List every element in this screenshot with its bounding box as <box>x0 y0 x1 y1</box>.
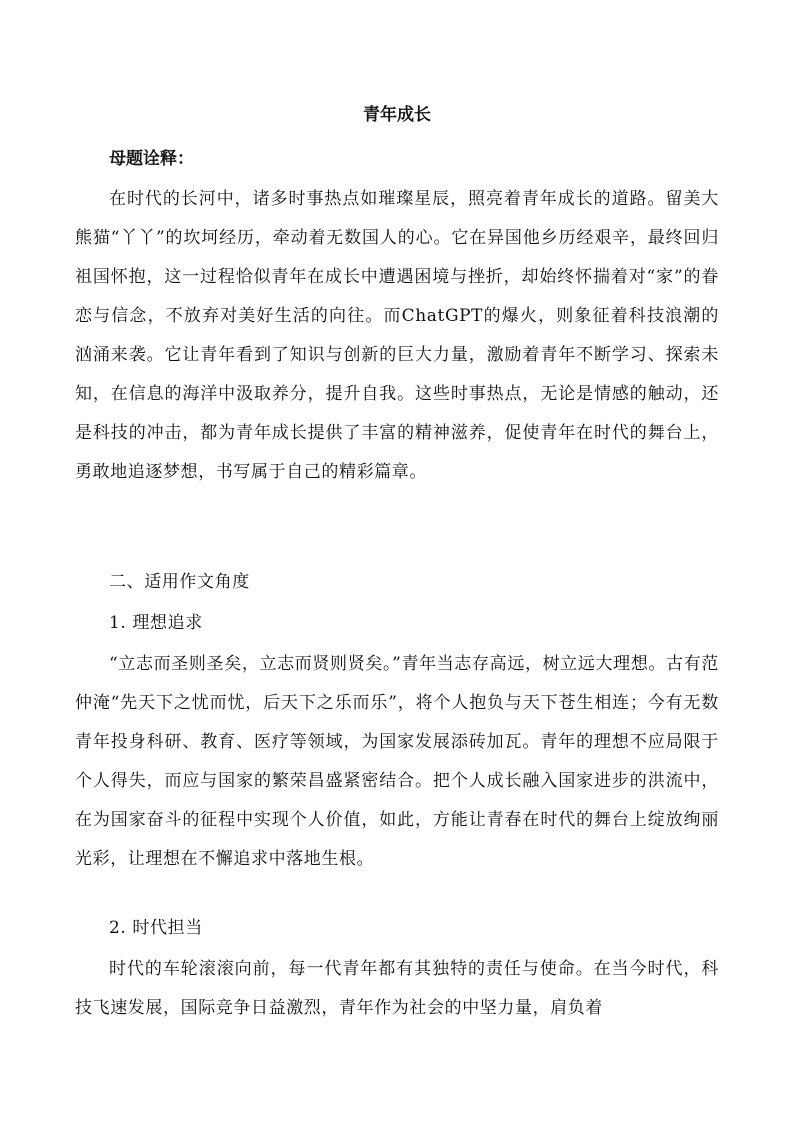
ideal-paragraph: “立志而圣则圣矣，立志而贤则贤矣。”青年当志存高远，树立远大理想。古有范仲淹“先天下之忧而忧，后天下之乐而乐”，将个人抱负与天下苍生相连；今有无数青年投身科研、教育、医疗等领域，为国家发展添砖加瓦。青年的理想不应局限于个人得失，而应与国家的繁荣昌盛紧密结合。把个人成长融入国家进步的洪流中，在为国家奋斗的征程中实现个人价值，如此，方能让青春在时代的舞台上绽放绚丽光彩，让理想在不懈追求中落地生根。 <box>75 654 719 869</box>
document-title: 青年成长 <box>363 105 431 125</box>
point-heading-ideal: 1. 理想追求 <box>109 613 203 633</box>
theme-interpretation-heading: 母题诠释： <box>109 149 194 169</box>
responsibility-paragraph: 时代的车轮滚滚向前，每一代青年都有其独特的责任与使命。在当今时代，科技飞速发展，国际竞争日益激烈，青年作为社会的中坚力量，肩负着 <box>75 959 719 1018</box>
point-heading-responsibility: 2. 时代担当 <box>109 918 203 938</box>
intro-paragraph: 在时代的长河中，诸多时事热点如璀璨星辰，照亮着青年成长的道路。留美大熊猫“丫丫”的坎坷经历，牵动着无数国人的心。它在异国他乡历经艰辛，最终回归祖国怀抱，这一过程恰似青年在成长中遭遇困境与挫折，却始终怀揣着对“家”的眷恋与信念，不放弃对美好生活的向往。而ChatGPT的爆火，则象征着科技浪潮的汹涌来袭。它让青年看到了知识与创新的巨大力量，激励着青年不断学习、探索未知，在信息的海洋中汲取养分，提升自我。这些时事热点，无论是情感的触动，还是科技的冲击，都为青年成长提供了丰富的精神滋养，促使青年在时代的舞台上，勇敢地追逐梦想，书写属于自己的精彩篇章。 <box>75 189 719 482</box>
section-heading: 二、适用作文角度 <box>109 572 250 592</box>
